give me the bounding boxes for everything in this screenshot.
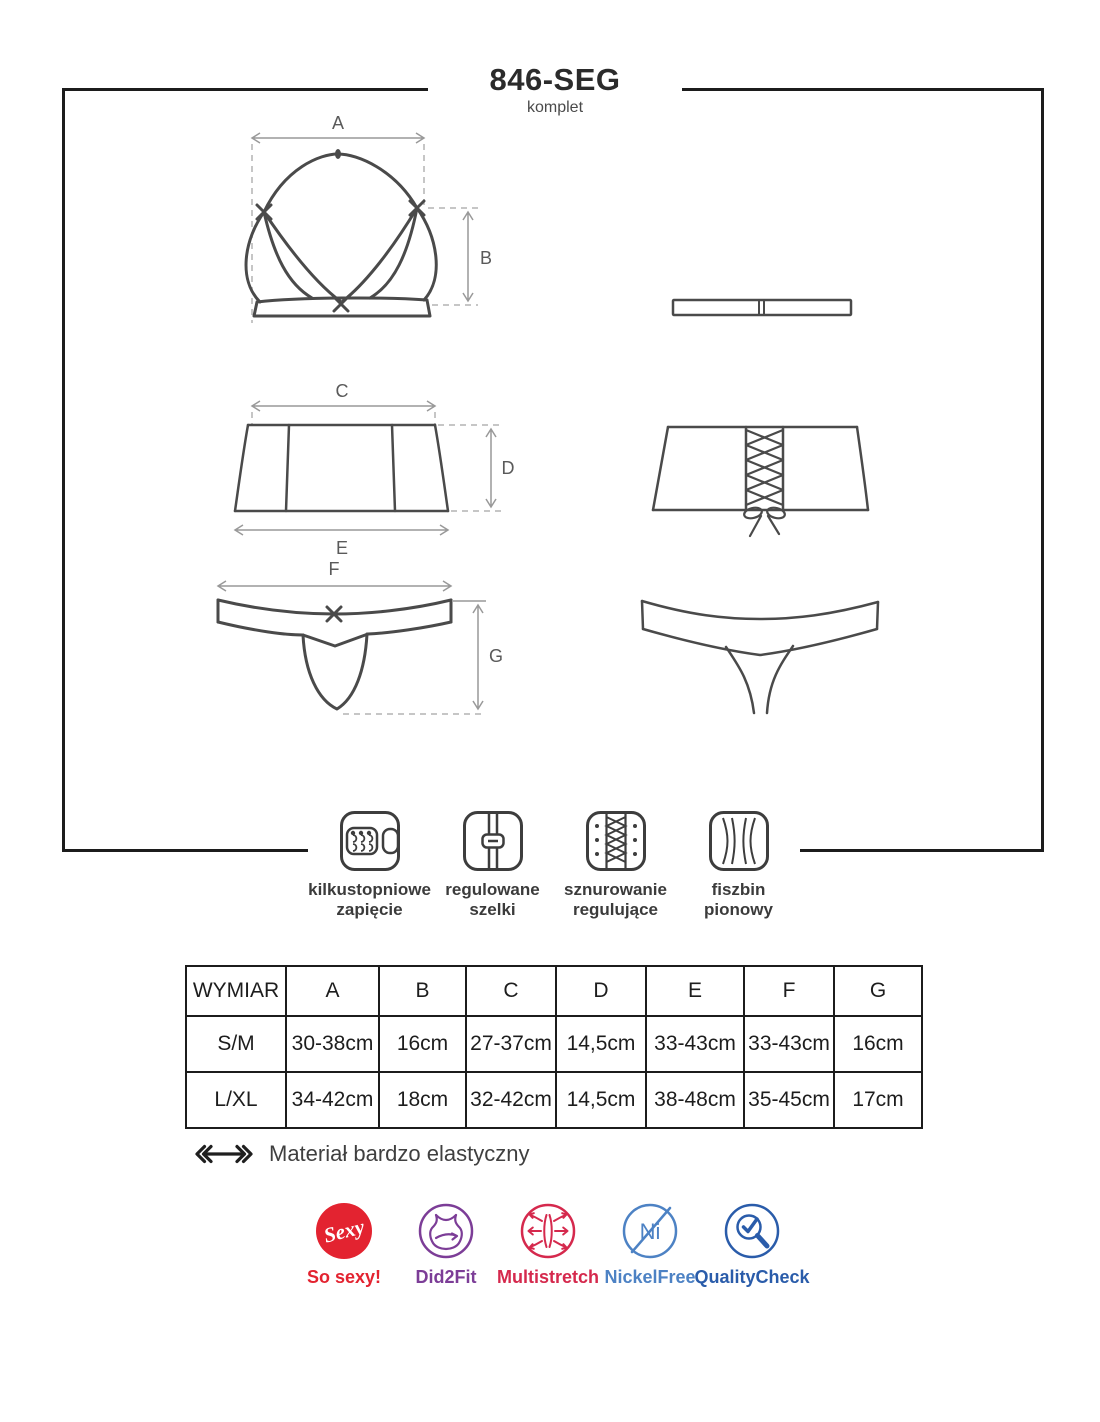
col-header-b: B xyxy=(379,966,466,1016)
dim-label-a: A xyxy=(331,113,345,133)
value-cell: 33-43cm xyxy=(744,1016,834,1072)
size-cell: S/M xyxy=(186,1016,286,1072)
sexy-circle-text: Sexy xyxy=(321,1214,367,1248)
thong-back-diagram xyxy=(630,585,890,720)
table-row-sm xyxy=(186,1016,922,1072)
dim-label-f: F xyxy=(328,559,340,579)
col-header-f: F xyxy=(744,966,834,1016)
nickelfree-icon xyxy=(621,1202,679,1260)
col-header-wymiar: WYMIAR xyxy=(186,966,286,1016)
value-cell: 30-38cm xyxy=(286,1016,379,1072)
sexy-icon xyxy=(315,1202,373,1260)
value-cell: 32-42cm xyxy=(466,1072,556,1128)
page-subtitle: komplet xyxy=(526,99,584,116)
feature-hook-closure xyxy=(308,810,431,920)
badges-row xyxy=(296,1202,810,1288)
nickel-symbol-text: Ni xyxy=(639,1219,661,1244)
thong-drawing xyxy=(218,600,451,709)
material-note xyxy=(193,1141,529,1167)
value-cell: 33-43cm xyxy=(646,1016,744,1072)
belt-front-diagram xyxy=(205,378,525,558)
dim-label-d: D xyxy=(501,458,515,478)
dimension-d xyxy=(438,425,515,511)
value-cell: 17cm xyxy=(834,1072,922,1128)
dimension-a xyxy=(252,113,424,323)
dim-label-g: G xyxy=(488,646,504,666)
bra-front-diagram xyxy=(200,108,510,358)
size-table xyxy=(185,965,923,1129)
belt-drawing xyxy=(235,425,448,511)
value-cell: 16cm xyxy=(379,1016,466,1072)
badge-so-sexy xyxy=(296,1202,392,1288)
features-row xyxy=(308,810,800,920)
dim-label-e: E xyxy=(335,538,349,558)
adjustable-straps-icon xyxy=(462,810,524,872)
value-cell: 14,5cm xyxy=(556,1016,646,1072)
dim-label-c: C xyxy=(335,381,349,401)
badge-label: QualityCheck xyxy=(694,1267,810,1287)
badge-label: Did2Fit xyxy=(415,1267,477,1287)
feature-adjustable-lacing xyxy=(557,810,675,920)
dimension-c xyxy=(252,381,435,424)
value-cell: 18cm xyxy=(379,1072,466,1128)
dimension-g xyxy=(343,601,503,714)
badge-did2fit xyxy=(398,1202,494,1288)
bra-drawing xyxy=(246,149,436,316)
value-cell: 38-48cm xyxy=(646,1072,744,1128)
feature-vertical-underwire xyxy=(680,810,798,920)
col-header-a: A xyxy=(286,966,379,1016)
stretch-arrow-icon xyxy=(193,1142,255,1166)
feature-label: sznurowanie regulujące xyxy=(564,880,667,920)
vertical-underwire-icon xyxy=(708,810,770,872)
badge-label: Multistretch xyxy=(497,1267,600,1287)
multistretch-icon xyxy=(519,1202,577,1260)
value-cell: 35-45cm xyxy=(744,1072,834,1128)
dimension-b xyxy=(428,208,492,305)
value-cell: 34-42cm xyxy=(286,1072,379,1128)
hook-eye-closure-icon xyxy=(339,810,401,872)
badge-multistretch xyxy=(497,1202,600,1288)
thong-front-diagram xyxy=(200,558,520,733)
col-header-c: C xyxy=(466,966,556,1016)
dim-label-b: B xyxy=(479,248,493,268)
value-cell: 14,5cm xyxy=(556,1072,646,1128)
page-title: 846-SEG xyxy=(489,62,621,97)
feature-adjustable-straps xyxy=(434,810,552,920)
col-header-g: G xyxy=(834,966,922,1016)
material-note-text: Materiał bardzo elastyczny xyxy=(269,1141,530,1166)
dimension-f xyxy=(218,559,451,591)
badge-label: So sexy! xyxy=(306,1267,382,1287)
size-cell: L/XL xyxy=(186,1072,286,1128)
size-table-header-row xyxy=(186,966,922,1016)
belt-back-diagram xyxy=(638,418,888,543)
badge-label: NickelFree xyxy=(604,1267,696,1287)
qualitycheck-icon xyxy=(723,1202,781,1260)
band-side-diagram xyxy=(670,295,855,321)
did2fit-icon xyxy=(417,1202,475,1260)
thong-back-drawing xyxy=(642,601,878,713)
feature-label: fiszbin pionowy xyxy=(704,880,773,920)
badge-qualitycheck xyxy=(694,1202,810,1288)
value-cell: 16cm xyxy=(834,1016,922,1072)
adjustable-lacing-icon xyxy=(585,810,647,872)
feature-label: kilkustopniowe zapięcie xyxy=(308,880,431,920)
dimension-e xyxy=(235,525,448,558)
value-cell: 27-37cm xyxy=(466,1016,556,1072)
col-header-d: D xyxy=(556,966,646,1016)
title-block xyxy=(428,58,682,119)
col-header-e: E xyxy=(646,966,744,1016)
table-row-lxl xyxy=(186,1072,922,1128)
belt-back-drawing xyxy=(653,427,868,536)
badge-nickelfree xyxy=(602,1202,698,1288)
band-drawing xyxy=(673,300,851,315)
feature-label: regulowane szelki xyxy=(445,880,540,920)
